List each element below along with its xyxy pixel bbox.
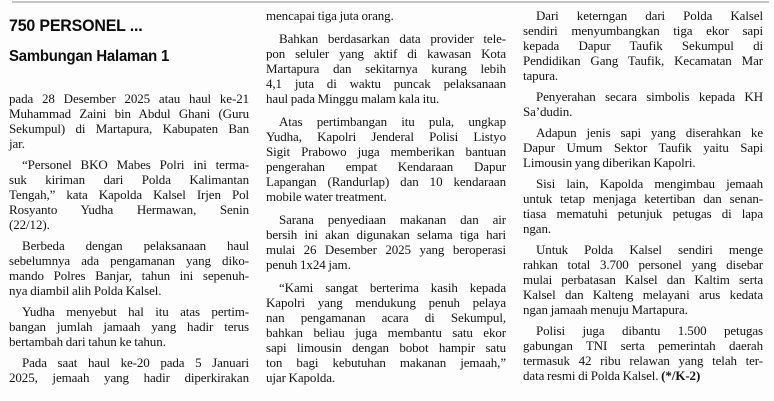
text-line: Sekumpul) di Martapura, Kabupaten Ban bbox=[9, 121, 249, 136]
text-line: Martapura dan sekitarnya kurang lebih bbox=[266, 61, 506, 76]
text-line: bertambah dari tahun ke tahun. bbox=[9, 334, 166, 349]
text-line: Muhammad Zaini bin Abdul Ghani (Guru bbox=[9, 106, 249, 121]
column-2 bbox=[266, 0, 506, 385]
text-line: untuk tetap menjaga ketertiban dan senan- bbox=[523, 191, 763, 206]
text-line: Sarana penyediaan makanan dan air bbox=[279, 212, 506, 227]
paragraph bbox=[266, 8, 506, 23]
text-line: Polisi juga dibantu 1.500 petugas bbox=[536, 323, 763, 338]
column-3-text bbox=[523, 8, 763, 383]
text-line: sebelumnya ada pengamanan yang diko- bbox=[9, 253, 249, 268]
text-line: nan pengamanan acara di Sekumpul, bbox=[266, 310, 506, 325]
text-line: suk kiriman dari Polda Kalimantan bbox=[9, 172, 249, 187]
text-line: ngan jamaah menuju Martapura. bbox=[523, 302, 688, 317]
text-line: Tengah,” kata Kapolda Kalsel Irjen Pol bbox=[9, 187, 249, 202]
text-line: haul pada Minggu malam kala itu. bbox=[266, 91, 440, 106]
text-line: termasuk 42 ribu relawan yang telah ter- bbox=[523, 353, 763, 368]
paragraph bbox=[9, 304, 249, 349]
text-line: pengerahan empat Kendaraan Dapur bbox=[266, 159, 506, 174]
text-line: data resmi di Polda Kalsel. (*/K-2) bbox=[523, 368, 701, 383]
text-line: ton bagi kebutuhan makanan jemaah,” bbox=[266, 355, 506, 370]
text-line: Yudha, Kapolri Jenderal Polisi Listyo bbox=[266, 129, 506, 144]
text-line: “Personel BKO Mabes Polri ini terma- bbox=[22, 157, 249, 172]
paragraph bbox=[9, 157, 249, 232]
text-line: Kapolri yang mendukung penuh pelaya bbox=[266, 295, 506, 310]
paragraph bbox=[9, 355, 249, 385]
text-line: Dari keterngan dari Polda Kalsel bbox=[536, 8, 763, 23]
text-line: Rosyanto Yudha Hermawan, Senin bbox=[9, 202, 249, 217]
text-line: bahkan beliau juga membantu satu ekor bbox=[266, 325, 506, 340]
continuation-note: Sambungan Halaman 1 bbox=[9, 48, 170, 65]
text-line: pada 28 Desember 2025 atau haul ke-21 bbox=[9, 91, 249, 106]
top-divider-rule bbox=[12, 1, 769, 3]
article-end-tag: (*/K-2) bbox=[661, 368, 701, 383]
paragraph bbox=[9, 91, 249, 151]
text-line: Limousin yang diberikan Kapolri. bbox=[523, 155, 696, 170]
paragraph bbox=[523, 125, 763, 170]
column-1-text bbox=[9, 91, 249, 385]
text-line: Berbeda dengan pelaksanaan haul bbox=[22, 238, 249, 253]
text-line: Lapangan (Randurlap) dan 10 kendaraan bbox=[266, 174, 506, 189]
text-line: Dapur Umum Sektor Taufik yaitu Sapi bbox=[523, 140, 763, 155]
text-line: nya diambil alih Polda Kalsel. bbox=[9, 283, 162, 298]
text-line: pon seluler yang aktif di kawasan Kota bbox=[266, 46, 506, 61]
text-line: penuh 1x24 jam. bbox=[266, 257, 351, 272]
paragraph bbox=[266, 212, 506, 272]
text-line: Untuk Polda Kalsel sendiri menge bbox=[536, 242, 763, 257]
paragraph bbox=[523, 242, 763, 317]
text-line: Atas pertimbangan itu pula, ungkap bbox=[279, 114, 506, 129]
paragraph bbox=[266, 280, 506, 385]
paragraph bbox=[523, 8, 763, 83]
text-line: Pada saat haul ke-20 pada 5 Januari bbox=[22, 355, 249, 370]
paragraph bbox=[523, 89, 763, 119]
text-line: rahkan total 3.700 personel yang disebar bbox=[523, 257, 763, 272]
text-line: Sisi lain, Kapolda mengimbau jemaah bbox=[536, 176, 763, 191]
text-line: bersih ini akan digunakan selama tiga hari bbox=[266, 227, 506, 242]
paragraph bbox=[523, 323, 763, 383]
text-line: Yudha menyebut hal itu atas pertim- bbox=[22, 304, 249, 319]
text-line: gabungan TNI serta pemerintah daerah bbox=[523, 338, 763, 353]
paragraph bbox=[266, 114, 506, 204]
text-line: Kalsel dan Kalteng melayani arus kedata bbox=[523, 287, 763, 302]
text-line: Penyerahan secara simbolis kepada KH bbox=[536, 89, 763, 104]
paragraph bbox=[266, 31, 506, 106]
article-headline: 750 PERSONEL ... bbox=[9, 16, 143, 35]
paragraph bbox=[9, 238, 249, 298]
text-line: sendiri menyumbangkan tiga ekor sapi bbox=[523, 23, 763, 38]
text-line: mulai perbatasan Kalsel dan Kaltim serta bbox=[523, 272, 763, 287]
text-line: (22/12). bbox=[9, 217, 50, 232]
text-line: “Kami sangat berterima kasih kepada bbox=[279, 280, 506, 295]
column-2-text bbox=[266, 8, 506, 385]
text-line: ngan. bbox=[523, 221, 552, 236]
text-line: Sigit Prabowo juga memberikan bantuan bbox=[266, 144, 506, 159]
text-line: Sa’dudin. bbox=[523, 104, 573, 119]
column-1 bbox=[9, 0, 249, 385]
text-line: Bahkan berdasarkan data provider tele- bbox=[279, 31, 506, 46]
paragraph bbox=[523, 176, 763, 236]
text-line: kepada Dapur Taufik Sekumpul di bbox=[523, 38, 763, 53]
text-line: ujar Kapolda. bbox=[266, 370, 336, 385]
text-line: mulai 26 Desember 2025 yang beroperasi bbox=[266, 242, 506, 257]
text-line: mobile water treatment. bbox=[266, 189, 387, 204]
text-line: 4,1 juta di waktu puncak pelaksanaan bbox=[266, 76, 506, 91]
text-line: tapura. bbox=[523, 68, 559, 83]
text-line: 2025, jemaah yang hadir diperkirakan bbox=[9, 370, 249, 385]
text-line: sapi limousin dengan bobot hampir satu bbox=[266, 340, 506, 355]
text-line: tiasa mematuhi petunjuk petugas di lapa bbox=[523, 206, 763, 221]
text-line: mencapai tiga juta orang. bbox=[266, 8, 394, 23]
text-line: mando Polres Banjar, tahun ini sepenuh- bbox=[9, 268, 249, 283]
text-line: bangan jumlah jamaah yang hadir terus bbox=[9, 319, 249, 334]
text-line: Pendidikan Gang Taufik, Kecamatan Mar bbox=[523, 53, 763, 68]
text-line: jar. bbox=[9, 136, 25, 151]
text-line: Adapun jenis sapi yang diserahkan ke bbox=[536, 125, 763, 140]
column-3 bbox=[523, 0, 763, 385]
